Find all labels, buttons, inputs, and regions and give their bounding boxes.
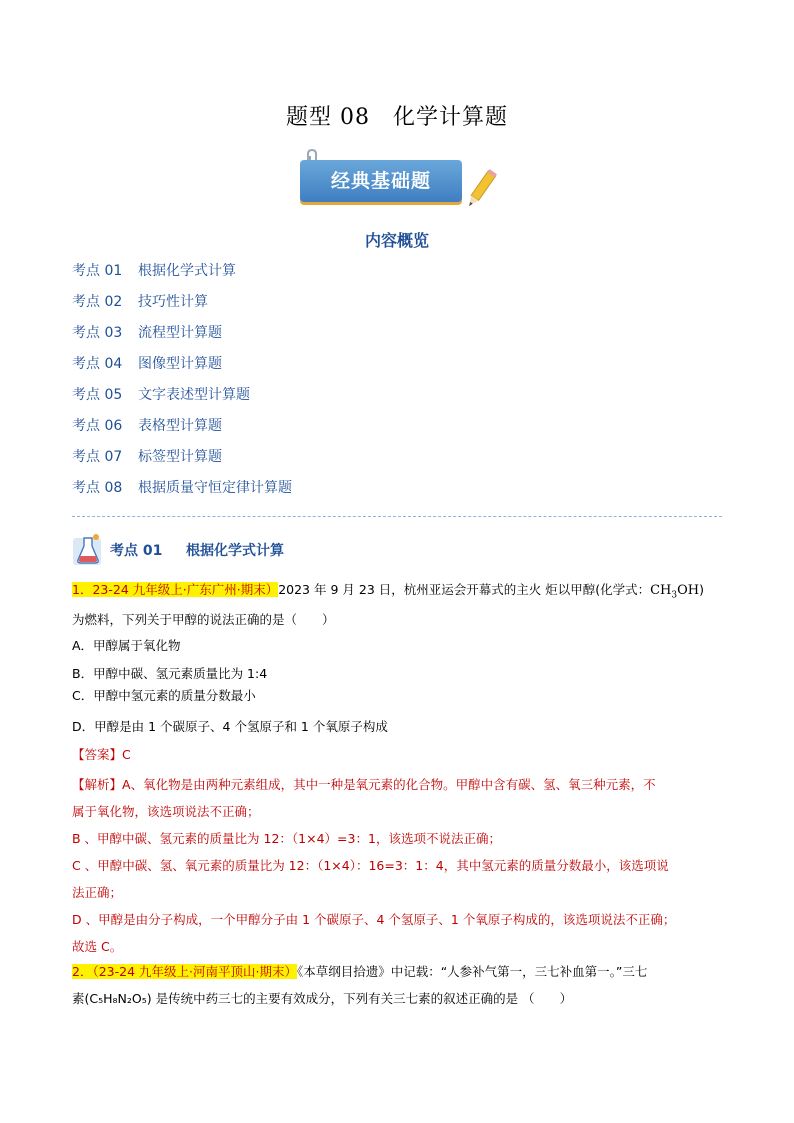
page-title: 题型 08 化学计算题 (286, 105, 508, 130)
q1-stem-line1 (72, 578, 722, 608)
toc-num: 考点 05 (72, 387, 123, 403)
analysis-line: D 、甲醇是由分子构成，一个甲醇分子由 1 个碳原子、4 个氢原子、1 个氧原子构成的，该选项说法不正确； (72, 912, 676, 927)
q1-formula (650, 583, 700, 601)
toc-label: 流程型计算题 (138, 325, 222, 341)
analysis-line: 故选 C。 (72, 939, 123, 954)
banner-label: 经典基础题 (330, 170, 431, 192)
section-label: 根据化学式计算 (186, 543, 284, 559)
answer-value: C (122, 747, 131, 762)
q1-option-b: B．甲醇中碳、氢元素质量比为 1:4 (72, 666, 268, 681)
toc-item-08[interactable] (72, 477, 732, 508)
overview-title: 内容概览 (364, 231, 429, 250)
toc-num: 考点 07 (72, 449, 123, 465)
toc-item-02[interactable] (72, 291, 732, 322)
formula-part: CH (650, 583, 672, 598)
toc-item-07[interactable] (72, 446, 732, 477)
toc-label: 表格型计算题 (138, 418, 222, 434)
section-num: 考点 01 (110, 543, 163, 559)
toc-label: 图像型计算题 (138, 356, 222, 372)
toc-item-05[interactable] (72, 384, 732, 415)
q2-stem-line2: 素(C₅H₈N₂O₅) 是传统中药三七的主要有效成分，下列有关三七素的叙述正确的是 （ ） (72, 991, 573, 1006)
q1-stem-part1: 2023 年 9 月 23 日，杭州亚运会开幕式的主火 炬以甲醇(化学式： (278, 582, 651, 597)
toc-num: 考点 08 (72, 480, 123, 496)
banner (296, 148, 502, 218)
q1-source: 1．23-24 九年级上·广东广州·期末） (72, 582, 279, 597)
q2-stem-part1: 《本草纲目拾遗》中记载：“人参补气第一，三七补血第一。”三七 (296, 964, 648, 979)
answer-label: 【答案】 (72, 747, 123, 762)
q2-source: 2．（23-24 九年级上·河南平顶山·期末） (72, 964, 297, 979)
q1-option-a: A．甲醇属于氧化物 (72, 638, 181, 653)
toc-num: 考点 01 (72, 263, 123, 279)
toc-item-01[interactable] (72, 260, 732, 291)
q1-stem-line2: 为燃料，下列关于甲醇的说法正确的是（ ） (72, 611, 335, 627)
table-of-contents (72, 260, 732, 508)
toc-item-06[interactable] (72, 415, 732, 446)
analysis-line: C 、甲醇中碳、氢、氧元素的质量比为 12：（1×4）：16=3：1：4，其中氢元素的质量分数最小，该选项说 (72, 858, 669, 873)
q1-answer (72, 743, 722, 767)
question-1 (72, 578, 722, 632)
analysis-line: 法正确； (72, 885, 123, 900)
q1-option-d: D．甲醇是由 1 个碳原子、4 个氢原子和 1 个氧原子构成 (72, 719, 388, 734)
analysis-text: A、氧化物是由两种元素组成，其中一种是氧元素的化合物。甲醇中含有碳、氢、氧三种元素，不 (122, 777, 656, 792)
toc-label: 技巧性计算 (138, 294, 208, 310)
q2-stem-line1 (72, 958, 722, 985)
analysis-line (72, 771, 722, 798)
toc-num: 考点 04 (72, 356, 123, 372)
toc-num: 考点 02 (72, 294, 123, 310)
q1-analysis (72, 771, 722, 960)
toc-num: 考点 03 (72, 325, 123, 341)
toc-label: 根据化学式计算 (138, 263, 236, 279)
divider (72, 516, 722, 517)
section-heading (110, 540, 284, 560)
q1-option-c: C．甲醇中氢元素的质量分数最小 (72, 688, 256, 703)
formula-part: OH (677, 583, 700, 598)
analysis-line: B 、甲醇中碳、氢元素的质量比为 12：（1×4）=3：1，该选项不说法正确； (72, 831, 501, 846)
toc-item-04[interactable] (72, 353, 732, 384)
analysis-label: 【解析】 (72, 777, 123, 792)
flask-icon (72, 532, 104, 566)
formula-subscript: 3 (671, 590, 678, 601)
toc-label: 根据质量守恒定律计算题 (138, 480, 292, 496)
toc-item-03[interactable] (72, 322, 732, 353)
analysis-line: 属于氧化物，该选项说法不正确； (72, 804, 260, 819)
q1-stem-part2: ) (699, 582, 705, 597)
toc-label: 标签型计算题 (138, 449, 222, 465)
toc-label: 文字表述型计算题 (138, 387, 250, 403)
pencil-icon (464, 166, 498, 214)
question-2 (72, 958, 722, 1012)
toc-num: 考点 06 (72, 418, 123, 434)
